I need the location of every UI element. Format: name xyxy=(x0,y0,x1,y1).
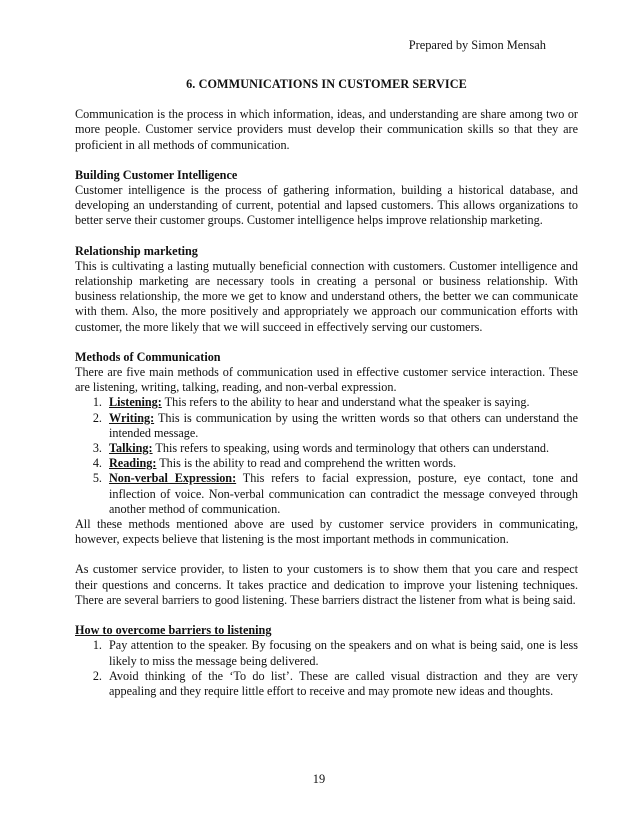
method-text: This is the ability to read and comprehend the written words. xyxy=(156,456,457,471)
intro-paragraph: Communication is the process in which information, ideas, and understanding are share among two or more people. Customer service providers must develop their communication skills so that they are proficient in all methods of communication. xyxy=(75,107,578,152)
barriers-heading: How to overcome barriers to listening xyxy=(75,623,272,638)
methods-closing: All these methods mentioned above are used by customer service providers in communicating, however, expects believe that listening is the most important methods in communication. xyxy=(75,517,578,547)
barriers-list xyxy=(75,638,578,699)
method-term: Listening: xyxy=(109,395,162,410)
relationship-marketing-heading: Relationship marketing xyxy=(75,243,198,258)
methods-section xyxy=(75,350,578,548)
method-item-non-verbal xyxy=(105,471,578,517)
methods-intro: There are five main methods of communication used in effective customer service interaction. These are listening, writing, talking, reading, and non-verbal expression. xyxy=(75,365,578,395)
method-text: This is communication by using the written words so that others can understand the intended message. xyxy=(109,410,578,440)
method-term: Reading: xyxy=(109,456,157,471)
customer-intelligence-heading: Building Customer Intelligence xyxy=(75,167,238,182)
barriers-section xyxy=(75,623,578,699)
customer-intelligence-section xyxy=(75,168,578,229)
method-item-talking xyxy=(105,441,578,456)
method-term: Writing: xyxy=(109,410,155,425)
methods-list xyxy=(75,395,578,517)
method-term: Non-verbal Expression: xyxy=(109,471,237,486)
method-text: This refers to speaking, using words and terminology that others can understand. xyxy=(152,441,550,456)
method-text: This refers to the ability to hear and understand what the speaker is saying. xyxy=(161,395,530,410)
method-item-listening xyxy=(105,395,578,410)
page-content xyxy=(75,77,578,714)
barrier-item: 1. Pay attention to the speaker. By focusing on the speakers and on what is being said, one is less likely to miss the message being delivered. xyxy=(105,638,578,668)
method-item-reading xyxy=(105,456,578,471)
methods-heading: Methods of Communication xyxy=(75,349,221,364)
barrier-item: 2. Avoid thinking of the ‘To do list’. These are called visual distraction and they are very appealing and they require little effort to receive and may promote new ideas and thoughts. xyxy=(105,669,578,699)
page-number: 19 xyxy=(312,772,326,786)
method-item-writing xyxy=(105,411,578,441)
section-title: 6. COMMUNICATIONS IN CUSTOMER SERVICE xyxy=(186,77,467,91)
method-text: This refers to facial expression, posture, eye contact, tone and inflection of voice. Non-verbal communication can contradict the message conveyed through another method of communication. xyxy=(109,471,578,516)
relationship-marketing-section xyxy=(75,244,578,335)
running-header: Prepared by Simon Mensah xyxy=(408,38,546,52)
listening-paragraph: As customer service provider, to listen to your customers is to show them that you care and respect their questions and concerns. It takes practice and dedication to improve your listening techniques. There are several barriers to good listening. These barriers distract the listener from what is being said. xyxy=(75,562,578,607)
customer-intelligence-text: Customer intelligence is the process of gathering information, building a historical database, and developing an understanding of current, potential and lapsed customers. This allows organizations to better serve their customer groups. Customer intelligence helps improve relationship marketing. xyxy=(75,183,578,228)
method-term: Talking: xyxy=(109,441,153,456)
relationship-marketing-text: This is cultivating a lasting mutually beneficial connection with customers. Customer intelligence and relationship marketing are necessary tools in creating a personal or business relationship. With business relationship, the more we get to know and understand others, the better we can communicate with them. Also, the more positively and appropriately we approach our communication efforts with customer, the more likely that we will succeed in effectively serving our customers. xyxy=(75,258,578,334)
